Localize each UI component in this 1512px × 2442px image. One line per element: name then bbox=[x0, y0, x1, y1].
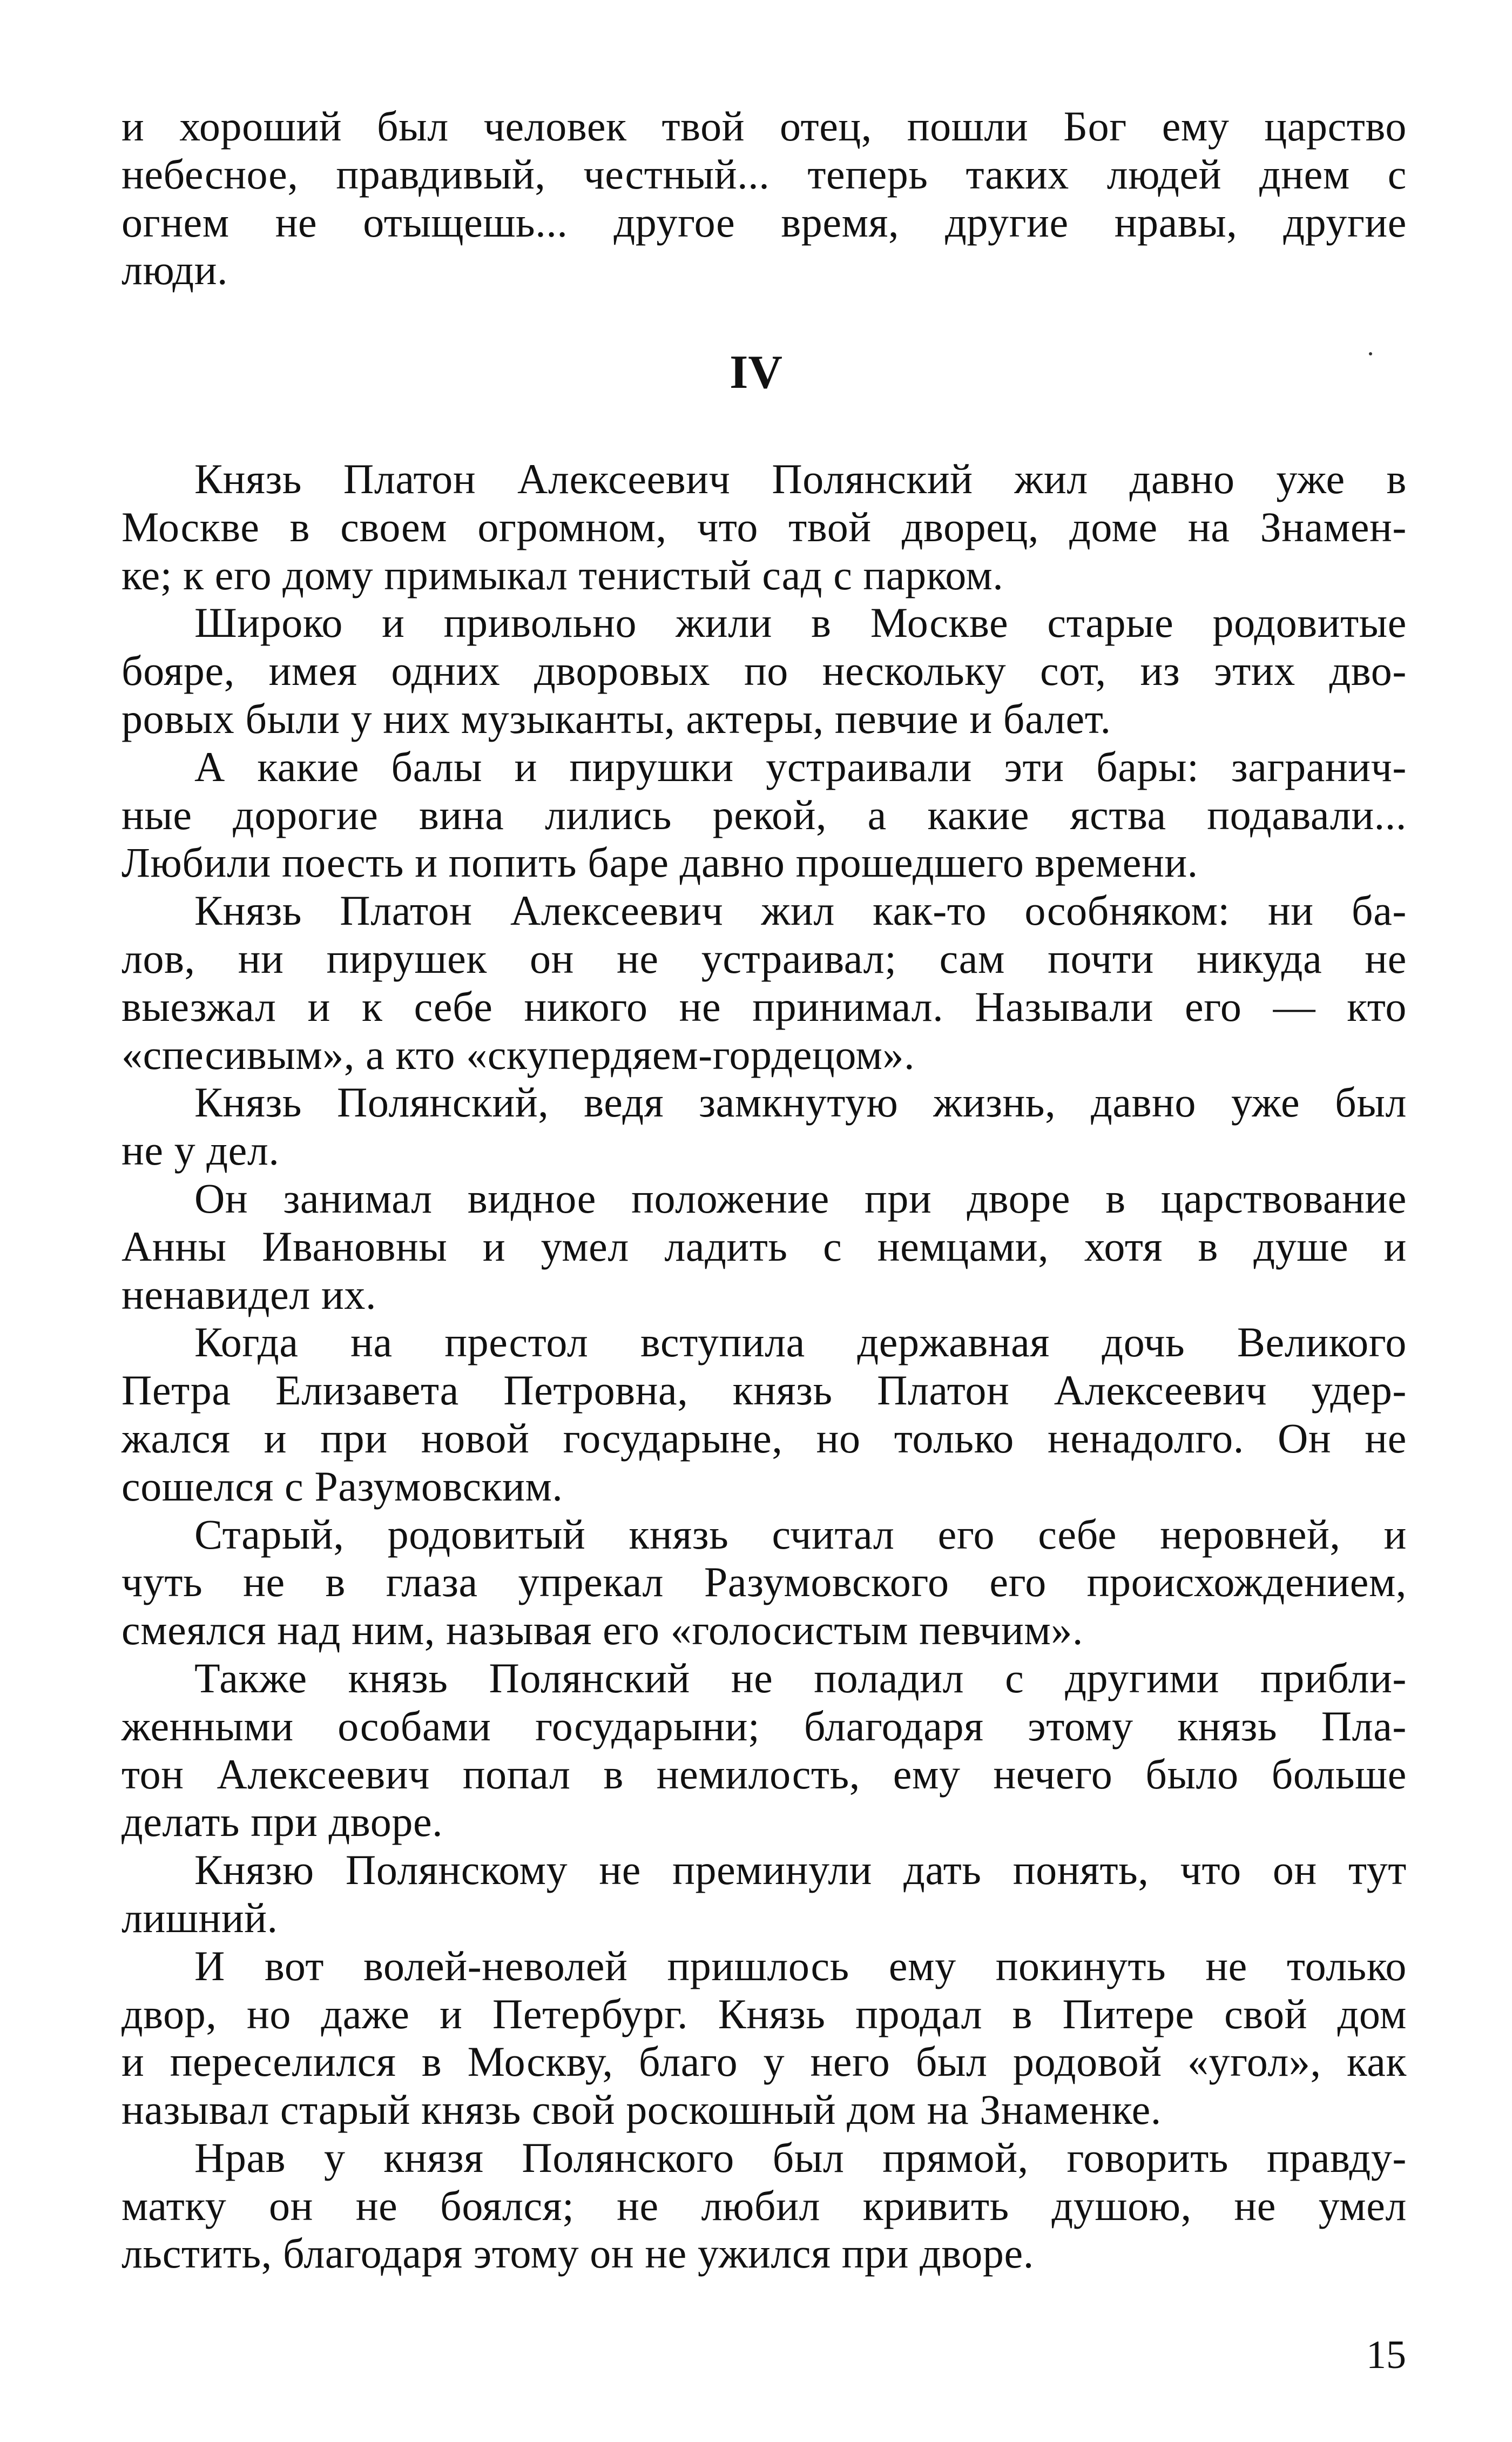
paragraph bbox=[122, 743, 1407, 887]
text-line: Когда на престол вступила державная дочь Великого bbox=[194, 1318, 1407, 1366]
text-line: льстить, благодаря этому он не ужился при дворе. bbox=[122, 2230, 1034, 2277]
text-line: лов, ни пирушек он не устраивал; сам почти никуда не bbox=[122, 934, 1407, 982]
text-line: Анны Ивановны и умел ладить с немцами, хотя в душе и bbox=[122, 1222, 1407, 1270]
text-line: Князь Платон Алексеевич Полянский жил давно уже в bbox=[194, 455, 1407, 502]
text-line: сошелся с Разумовским. bbox=[122, 1462, 563, 1510]
text-line: Князю Полянскому не преминули дать понять, что он тут bbox=[194, 1846, 1407, 1894]
text-line: тон Алексеевич попал в немилость, ему нечего было больше bbox=[122, 1750, 1407, 1798]
text-line: огнем не отыщешь... другое время, другие нравы, другие bbox=[122, 198, 1407, 246]
text-line: чуть не в глаза упрекал Разумовского его происхождением, bbox=[122, 1558, 1407, 1606]
text-line: ненавидел их. bbox=[122, 1270, 377, 1318]
text-line: женными особами государыни; благодаря этому князь Пла- bbox=[122, 1702, 1407, 1750]
text-line: небесное, правдивый, честный... теперь таких людей днем с bbox=[122, 150, 1407, 198]
paragraph bbox=[122, 1942, 1407, 2134]
text-line: и переселился в Москву, благо у него был родовой «угол», как bbox=[122, 2038, 1407, 2086]
paragraph bbox=[122, 1846, 1407, 1942]
paragraph bbox=[122, 2134, 1407, 2278]
paragraph bbox=[122, 1654, 1407, 1846]
text-line: не у дел. bbox=[122, 1127, 280, 1174]
text-line: Князь Полянский, ведя замкнутую жизнь, давно уже был bbox=[194, 1079, 1407, 1126]
text-line: А какие балы и пирушки устраивали эти бары: загранич- bbox=[194, 743, 1407, 790]
text-line: Петра Елизавета Петровна, князь Платон Алексеевич удер- bbox=[122, 1367, 1407, 1414]
text-line: Князь Платон Алексеевич жил как-то особняком: ни ба- bbox=[194, 887, 1407, 934]
text-line: матку он не боялся; не любил кривить душою, не умел bbox=[122, 2182, 1407, 2229]
text-line: ке; к его дому примыкал тенистый сад с парком. bbox=[122, 551, 1004, 598]
paragraph bbox=[122, 1079, 1407, 1175]
text-line: бояре, имея одних дворовых по нескольку сот, из этих дво- bbox=[122, 647, 1407, 695]
text-line: и хороший был человек твой отец, пошли Бог ему царство bbox=[122, 103, 1407, 150]
text-line: Также князь Полянский не поладил с другими прибли- bbox=[194, 1654, 1407, 1701]
print-speck bbox=[1369, 352, 1372, 355]
text-line: называл старый князь свой роскошный дом на Знаменке. bbox=[122, 2086, 1162, 2134]
text-line: Нрав у князя Полянского был прямой, говорить правду- bbox=[194, 2134, 1407, 2181]
text-line: Старый, родовитый князь считал его себе неровней, и bbox=[194, 1510, 1407, 1558]
text-line: Он занимал видное положение при дворе в царствование bbox=[194, 1174, 1407, 1222]
text-line: И вот волей-неволей пришлось ему покинуть не только bbox=[194, 1942, 1407, 1989]
text-line: жался и при новой государыне, но только ненадолго. Он не bbox=[122, 1414, 1407, 1462]
paragraph bbox=[122, 599, 1407, 743]
text-line: «спесивым», а кто «скупердяем-гордецом». bbox=[122, 1031, 915, 1078]
text-line: делать при дворе. bbox=[122, 1798, 443, 1846]
text-line: смеялся над ним, называя его «голосистым певчим». bbox=[122, 1606, 1084, 1654]
paragraph bbox=[122, 1318, 1407, 1510]
text-line: двор, но даже и Петербург. Князь продал в Питере свой дом bbox=[122, 1990, 1407, 2037]
text-line: лишний. bbox=[122, 1894, 278, 1941]
text-line: Широко и привольно жили в Москве старые родовитые bbox=[194, 599, 1407, 647]
text-line: ровых были у них музыканты, актеры, певчие и балет. bbox=[122, 695, 1111, 742]
text-line: Любили поесть и попить баре давно прошедшего времени. bbox=[122, 839, 1198, 886]
chapter-heading: IV bbox=[730, 346, 782, 399]
text-line: ные дорогие вина лились рекой, а какие яства подавали... bbox=[122, 791, 1407, 838]
paragraph bbox=[122, 887, 1407, 1079]
paragraph bbox=[122, 455, 1407, 599]
text-line: люди. bbox=[122, 246, 228, 294]
opening-text bbox=[122, 103, 1407, 294]
paragraph bbox=[122, 1511, 1407, 1654]
paragraph bbox=[122, 1175, 1407, 1318]
chapter-body bbox=[122, 455, 1407, 2278]
text-line: выезжал и к себе никого не принимал. Называли его — кто bbox=[122, 983, 1407, 1030]
page-number: 15 bbox=[1366, 2333, 1406, 2377]
text-line: Москве в своем огромном, что твой дворец, доме на Знамен- bbox=[122, 503, 1407, 550]
